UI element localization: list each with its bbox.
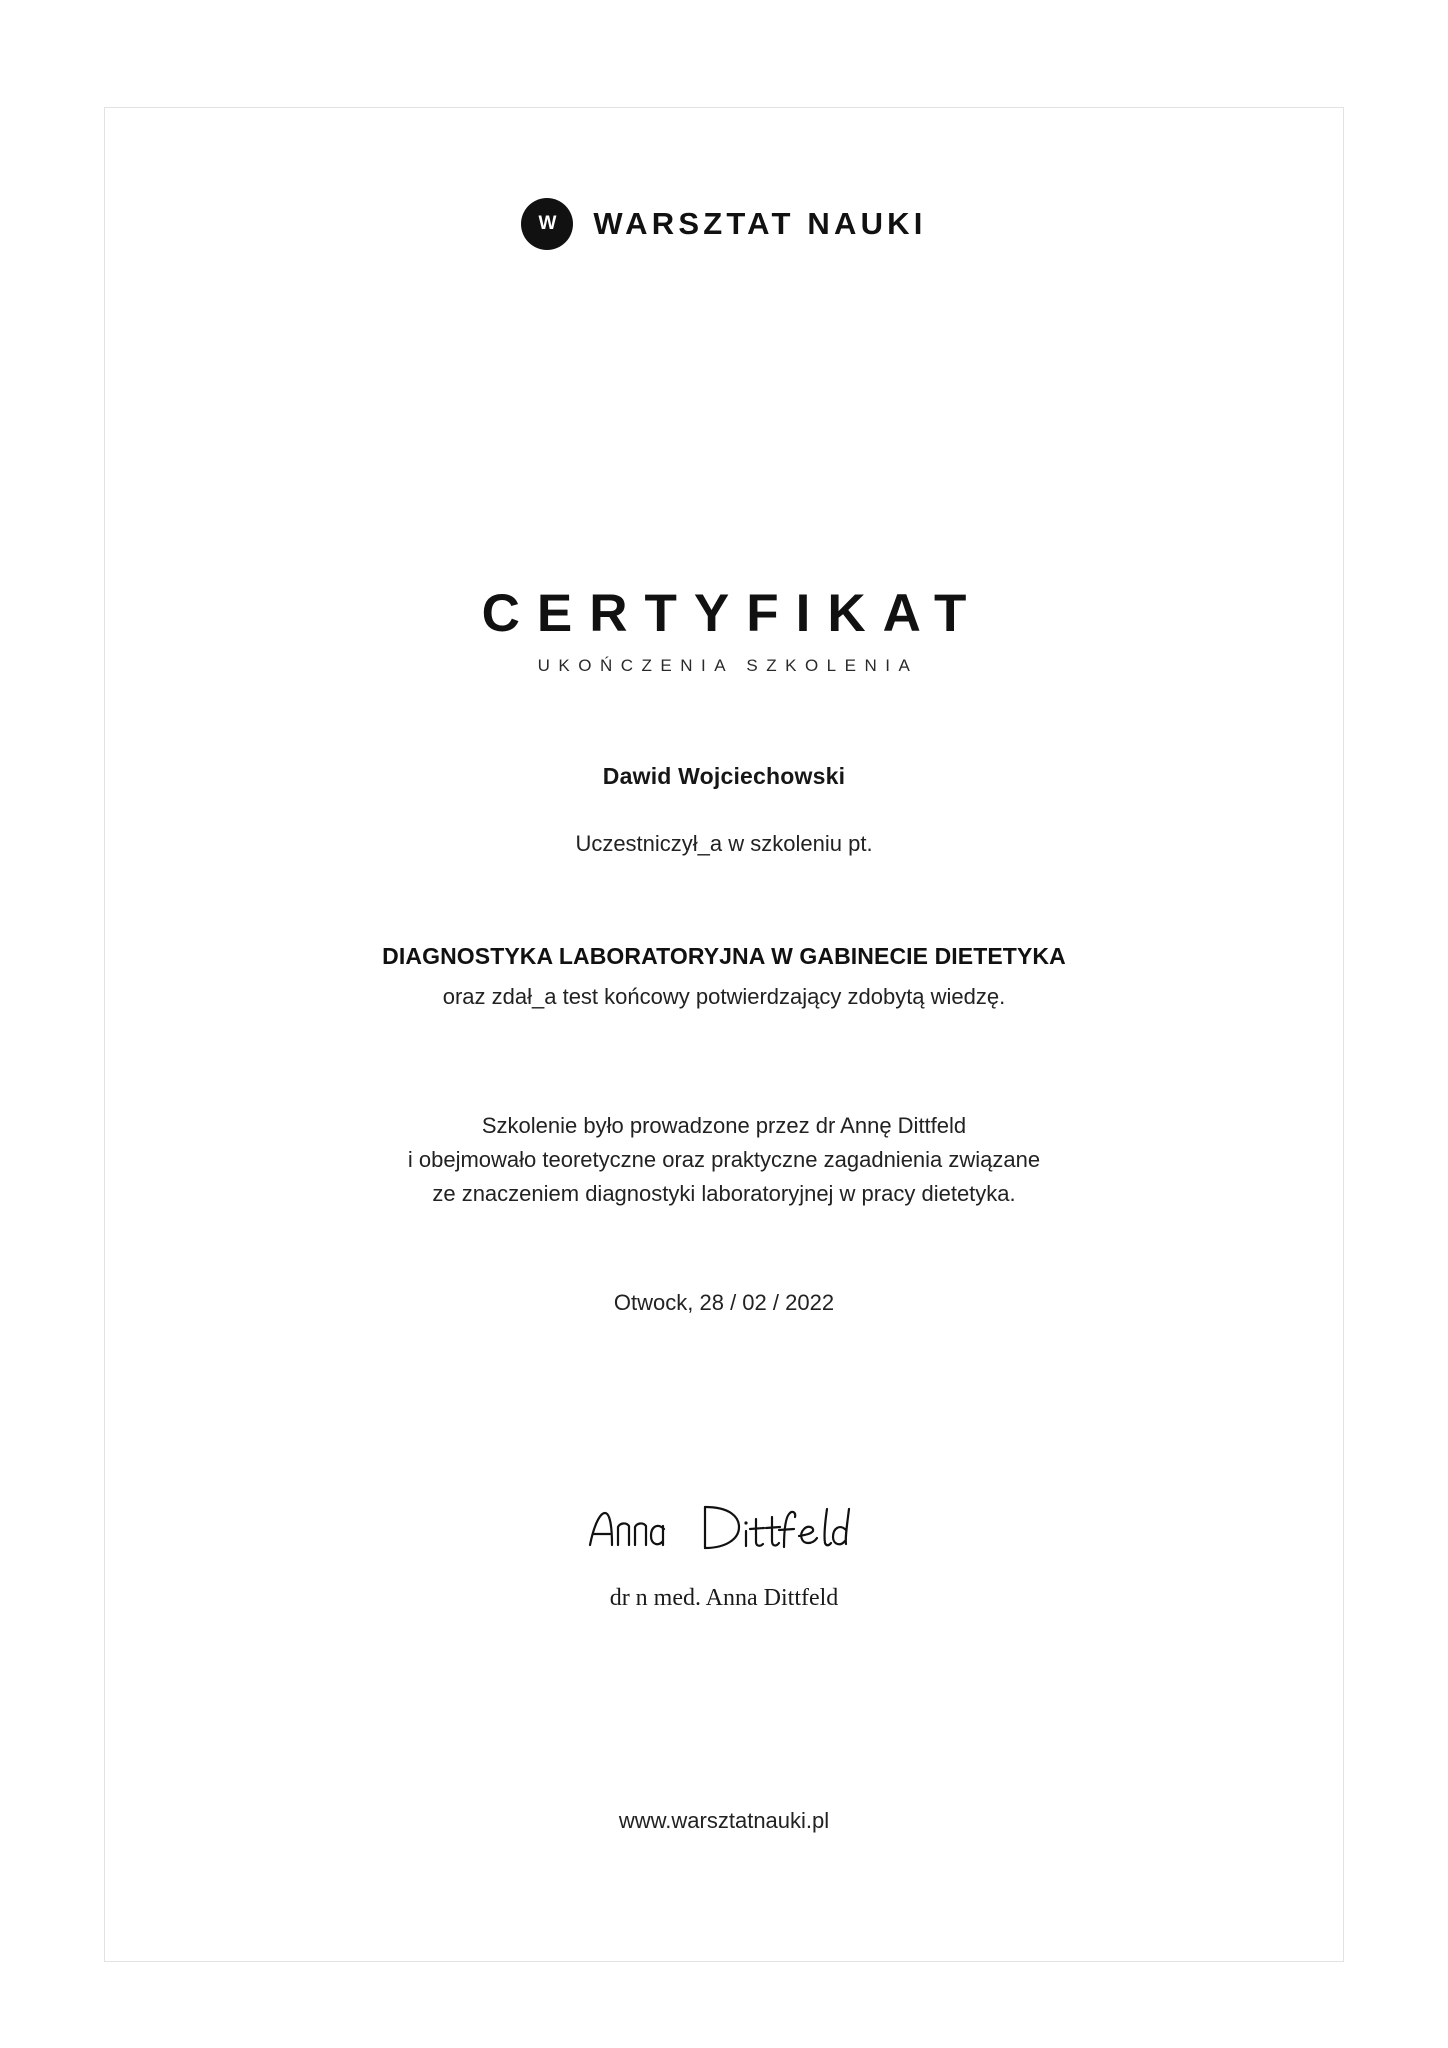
training-description (105, 1109, 1343, 1211)
website-url[interactable]: www.warsztatnauki.pl (618, 1808, 830, 1833)
course-title: DIAGNOSTYKA LABORATORYJNA W GABINECIE DIETETYKA (382, 943, 1066, 969)
exam-completion-line: oraz zdał_a test końcowy potwierdzający zdobytą wiedzę. (442, 984, 1006, 1009)
signer-name: dr n med. Anna Dittfeld (609, 1585, 839, 1611)
participation-line: Uczestniczył_a w szkoleniu pt. (575, 831, 873, 856)
brand-name: WARSZTAT NAUKI (593, 206, 927, 241)
certificate-title: CERTYFIKAT (481, 584, 984, 643)
training-description-line-3: ze znaczeniem diagnostyki laboratoryjnej w pracy dietetyka. (432, 1181, 1016, 1207)
handwritten-signature-icon (584, 1493, 864, 1563)
place-and-date: Otwock, 28 / 02 / 2022 (613, 1290, 835, 1316)
recipient-name: Dawid Wojciechowski (602, 763, 846, 789)
signature-block (105, 1493, 1343, 1612)
certificate-body (105, 763, 1343, 1316)
training-description-line-1: Szkolenie było prowadzone przez dr Annę Dittfeld (481, 1113, 967, 1138)
training-description-line-2: i obejmowało teoretyczne oraz praktyczne zagadnienia związane (407, 1147, 1041, 1173)
certificate-subtitle: UKOŃCZENIA SZKOLENIA (537, 655, 919, 675)
footer-block (105, 1808, 1343, 1834)
title-block (105, 586, 1343, 676)
certificate-frame (104, 107, 1344, 1962)
logo-mark-icon: W (521, 198, 573, 250)
brand-logo (105, 198, 1343, 250)
